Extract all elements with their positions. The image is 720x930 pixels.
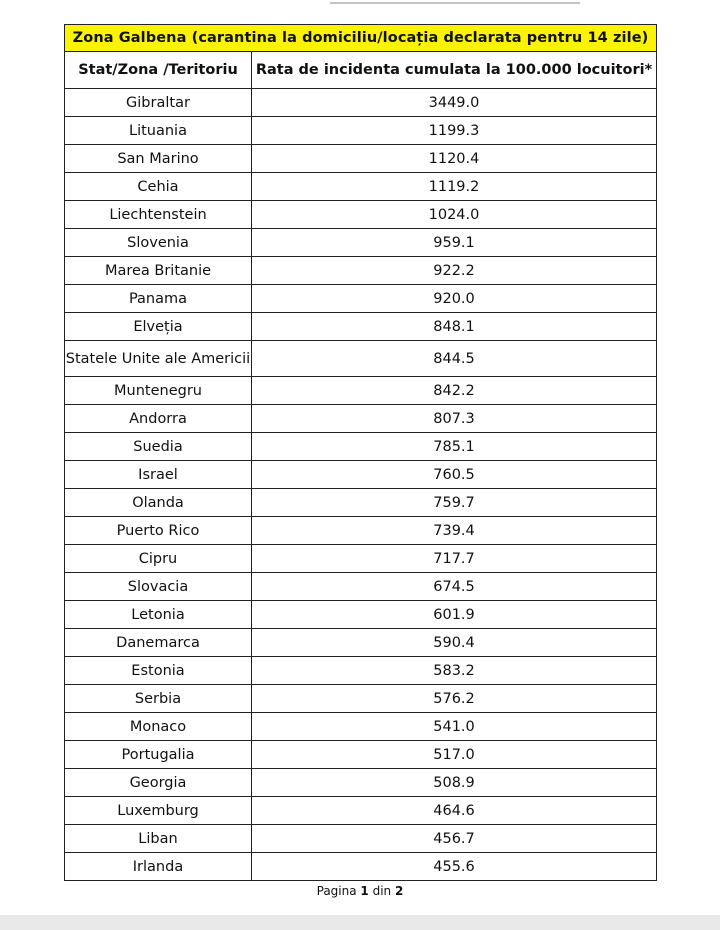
table-row [65, 685, 657, 713]
table-row [65, 201, 657, 229]
table-row [65, 517, 657, 545]
table-row [65, 405, 657, 433]
table-row [65, 377, 657, 405]
country-cell: Liechtenstein [65, 201, 252, 229]
table-row [65, 825, 657, 853]
country-cell: Georgia [65, 769, 252, 797]
rate-cell: 674.5 [252, 573, 657, 601]
country-cell: San Marino [65, 145, 252, 173]
rate-cell: 1024.0 [252, 201, 657, 229]
country-cell: Estonia [65, 657, 252, 685]
page-footer [0, 884, 720, 898]
country-cell: Muntenegru [65, 377, 252, 405]
rate-cell: 922.2 [252, 257, 657, 285]
table-row [65, 629, 657, 657]
table-title: Zona Galbena (carantina la domiciliu/locația declarata pentru 14 zile) [65, 25, 657, 52]
country-cell: Letonia [65, 601, 252, 629]
table-row [65, 853, 657, 881]
country-cell: Gibraltar [65, 89, 252, 117]
rate-cell: 3449.0 [252, 89, 657, 117]
country-cell: Cipru [65, 545, 252, 573]
country-cell: Luxemburg [65, 797, 252, 825]
table-header-row [65, 52, 657, 89]
country-cell: Irlanda [65, 853, 252, 881]
table-row [65, 285, 657, 313]
table-row [65, 769, 657, 797]
rate-cell: 760.5 [252, 461, 657, 489]
rate-cell: 541.0 [252, 713, 657, 741]
table-title-row [65, 25, 657, 52]
country-cell: Serbia [65, 685, 252, 713]
rate-cell: 455.6 [252, 853, 657, 881]
table-row [65, 601, 657, 629]
table-row [65, 657, 657, 685]
table-row [65, 257, 657, 285]
country-cell: Andorra [65, 405, 252, 433]
rate-cell: 842.2 [252, 377, 657, 405]
table-row [65, 489, 657, 517]
table-row [65, 713, 657, 741]
table-row [65, 229, 657, 257]
country-cell: Statele Unite ale Americii [65, 341, 252, 377]
country-cell: Marea Britanie [65, 257, 252, 285]
current-page-number: 1 [360, 884, 369, 898]
rate-cell: 583.2 [252, 657, 657, 685]
table-row [65, 145, 657, 173]
rate-cell: 844.5 [252, 341, 657, 377]
rate-cell: 807.3 [252, 405, 657, 433]
rate-cell: 1199.3 [252, 117, 657, 145]
rate-cell: 456.7 [252, 825, 657, 853]
table-row [65, 461, 657, 489]
rate-cell: 576.2 [252, 685, 657, 713]
country-cell: Monaco [65, 713, 252, 741]
table-row [65, 741, 657, 769]
table-row [65, 117, 657, 145]
country-cell: Portugalia [65, 741, 252, 769]
cropped-text-fragment [330, 0, 580, 4]
table-row [65, 89, 657, 117]
footer-middle: din [372, 884, 392, 898]
country-cell: Lituania [65, 117, 252, 145]
rate-cell: 959.1 [252, 229, 657, 257]
country-cell: Elveția [65, 313, 252, 341]
rate-cell: 464.6 [252, 797, 657, 825]
rate-cell: 848.1 [252, 313, 657, 341]
table-row [65, 173, 657, 201]
table-row [65, 573, 657, 601]
viewer-bottom-edge [0, 915, 720, 930]
total-page-number: 2 [395, 884, 404, 898]
country-cell: Israel [65, 461, 252, 489]
country-cell: Liban [65, 825, 252, 853]
table-row [65, 341, 657, 377]
rate-cell: 785.1 [252, 433, 657, 461]
table-row [65, 313, 657, 341]
country-cell: Slovacia [65, 573, 252, 601]
rate-cell: 508.9 [252, 769, 657, 797]
rate-cell: 1120.4 [252, 145, 657, 173]
column-header-rate: Rata de incidenta cumulata la 100.000 locuitori* [252, 52, 657, 89]
country-cell: Slovenia [65, 229, 252, 257]
country-cell: Cehia [65, 173, 252, 201]
table-row [65, 797, 657, 825]
column-header-country: Stat/Zona /Teritoriu [65, 52, 252, 89]
country-cell: Panama [65, 285, 252, 313]
table-row [65, 545, 657, 573]
table-body [65, 89, 657, 881]
country-cell: Suedia [65, 433, 252, 461]
rate-cell: 920.0 [252, 285, 657, 313]
incidence-table [64, 24, 657, 881]
rate-cell: 717.7 [252, 545, 657, 573]
country-cell: Olanda [65, 489, 252, 517]
rate-cell: 517.0 [252, 741, 657, 769]
rate-cell: 759.7 [252, 489, 657, 517]
rate-cell: 601.9 [252, 601, 657, 629]
table-row [65, 433, 657, 461]
country-cell: Puerto Rico [65, 517, 252, 545]
rate-cell: 590.4 [252, 629, 657, 657]
country-cell: Danemarca [65, 629, 252, 657]
rate-cell: 739.4 [252, 517, 657, 545]
cropped-previous-page-edge [0, 0, 720, 8]
rate-cell: 1119.2 [252, 173, 657, 201]
footer-prefix: Pagina [316, 884, 357, 898]
